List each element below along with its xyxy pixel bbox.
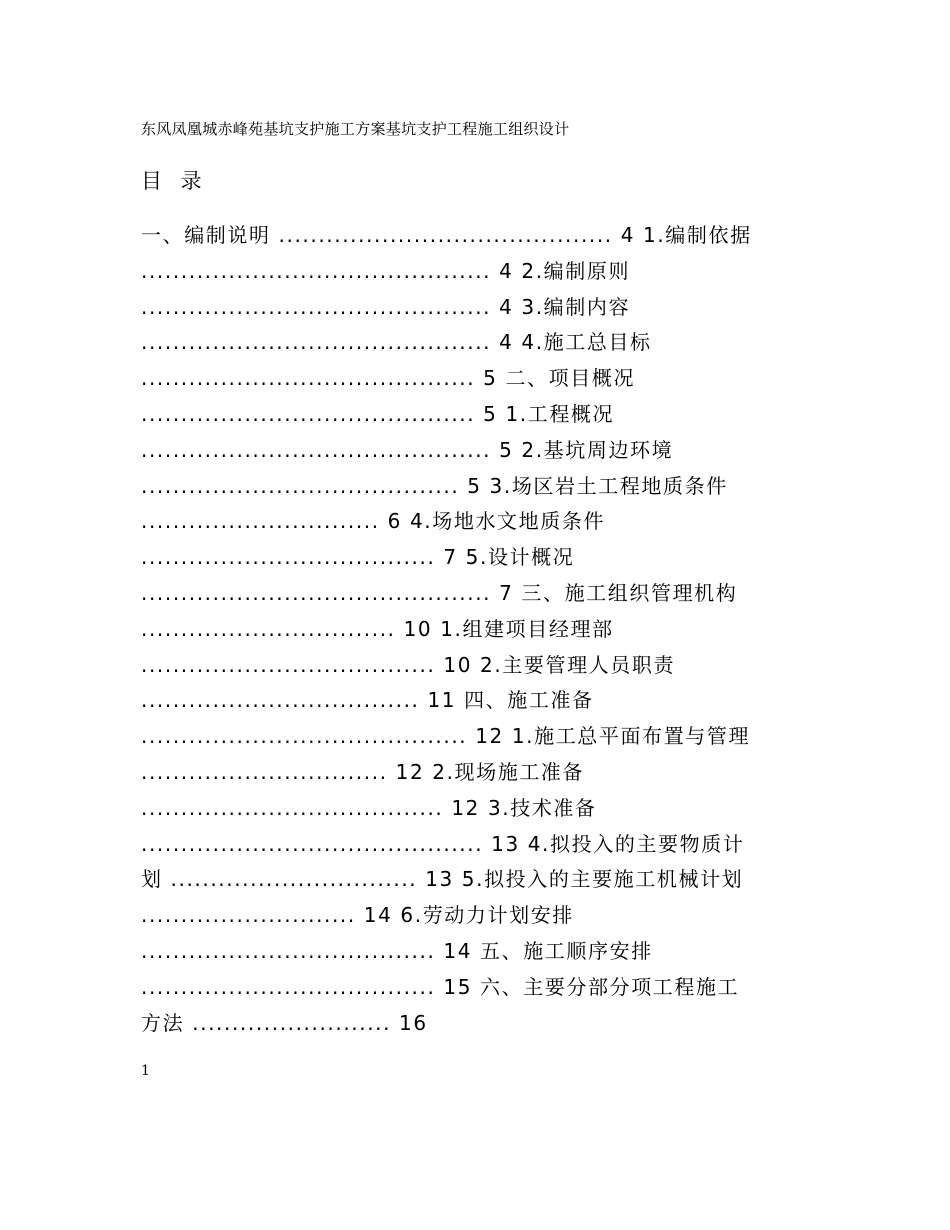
document-header-title: 东风凤凰城赤峰苑基坑支护施工方案基坑支护工程施工组织设计 — [141, 120, 570, 138]
toc-line: ......................................... 12 1.施工总平面布置与管理 — [141, 724, 751, 749]
toc-line: ........................................... 13 4.拟投入的主要物质计 — [141, 831, 745, 856]
toc-line: .......................................... 5 1.工程概况 — [141, 401, 615, 426]
toc-line: ............................................ 7 三、施工组织管理机构 — [141, 580, 738, 605]
toc-line: 一、编制说明 .......................................... 4 1.编制依据 — [141, 223, 752, 247]
toc-line: ............................... 12 2.现场施工准备 — [141, 759, 585, 784]
toc-line: ............................................ 4 4.施工总目标 — [141, 330, 652, 355]
toc-line: 划 ............................... 13 5.拟投入的主要施工机械计划 — [141, 867, 744, 892]
toc-line: .......................................... 5 二、项目概况 — [141, 366, 636, 391]
toc-line: ........................... 14 6.劳动力计划安排 — [141, 903, 574, 928]
toc-line: ................................... 11 四、施工准备 — [141, 688, 594, 713]
toc-line: ............................................ 4 2.编制原则 — [141, 258, 631, 283]
toc-line: ...................................... 12 3.技术准备 — [141, 795, 597, 820]
toc-line: ................................ 10 1.组建项目经理部 — [141, 616, 614, 641]
toc-line: ............................................ 4 3.编制内容 — [141, 294, 631, 319]
page-number: 1 — [141, 1063, 150, 1079]
toc-line: ........................................ 5 3.场区岩土工程地质条件 — [141, 473, 728, 498]
toc-line: .............................. 6 4.场地水文地质条件 — [141, 509, 606, 534]
toc-line: ..................................... 7 5.设计概况 — [141, 545, 575, 570]
table-of-contents — [141, 218, 811, 1041]
toc-line: 方法 ......................... 16 — [141, 1010, 428, 1035]
toc-line: ..................................... 10 2.主要管理人员职责 — [141, 652, 676, 677]
toc-line: ............................................ 5 2.基坑周边环境 — [141, 437, 674, 462]
toc-line: ..................................... 14 五、施工顺序安排 — [141, 938, 653, 963]
toc-title: 目 录 — [141, 169, 208, 193]
toc-line: ..................................... 15 六、主要分部分项工程施工 — [141, 974, 740, 999]
